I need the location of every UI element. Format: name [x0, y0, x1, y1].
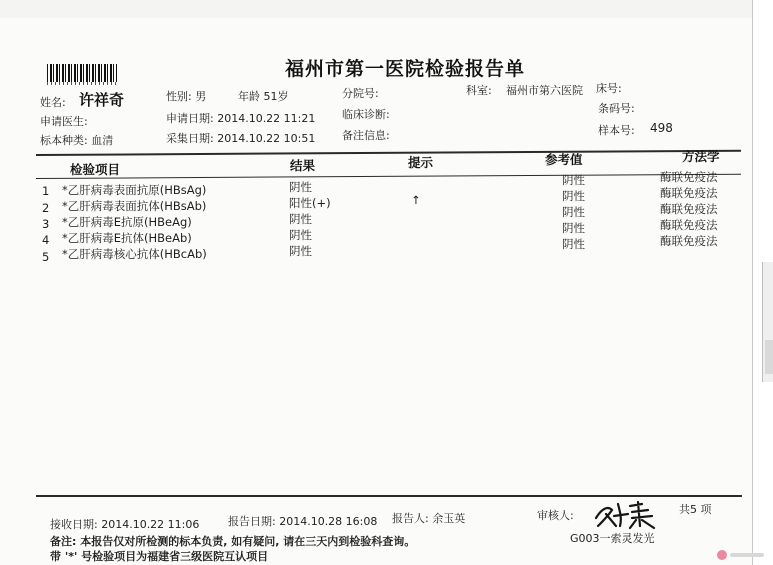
- bed-field: 床号:: [596, 82, 622, 95]
- row-method: 酶联免疫法: [660, 170, 718, 184]
- barcode-no-field: 条码号:: [598, 102, 635, 115]
- ward-field: 分院号:: [342, 87, 379, 100]
- instrument-code: G003一索灵发光: [570, 532, 655, 545]
- row-item: *乙肝病毒E抗原(HBeAg): [62, 215, 192, 229]
- report-date-field: 报告日期: 2014.10.28 16:08: [228, 515, 378, 528]
- remarks-field: 备注信息:: [342, 129, 390, 142]
- row-reference: 阴性: [562, 221, 585, 235]
- row-reference: 阴性: [562, 173, 585, 187]
- col-method-header: 方法学: [682, 149, 720, 164]
- note-line-1: 备注: 本报告仅对所检测的标本负责, 如有疑问, 请在三天内到检验科查询。: [50, 535, 416, 548]
- gender-field: 性别: 男: [166, 90, 207, 103]
- col-result-header: 结果: [290, 158, 316, 173]
- row-result: 阴性: [289, 228, 312, 242]
- row-reference: 阴性: [562, 205, 585, 219]
- col-item-header: 检验项目: [70, 162, 121, 177]
- row-method: 酶联免疫法: [660, 234, 718, 248]
- row-item: *乙肝病毒E抗体(HBeAb): [62, 231, 192, 245]
- collect-date-field: 采集日期: 2014.10.22 10:51: [166, 132, 316, 145]
- row-method: 酶联免疫法: [660, 218, 718, 232]
- row-reference: 阴性: [562, 189, 585, 203]
- report-title: 福州市第一医院检验报告单: [285, 58, 526, 80]
- row-number: 1: [42, 184, 50, 198]
- doctor-field: 申请医生:: [40, 115, 88, 128]
- request-date-field: 申请日期: 2014.10.22 11:21: [166, 112, 316, 125]
- reviewer-label: 审核人:: [537, 509, 574, 522]
- diagnosis-field: 临床诊断:: [342, 108, 390, 121]
- up-arrow-icon: ↑: [411, 193, 421, 207]
- specimen-field: 标本种类: 血清: [40, 134, 114, 147]
- row-reference: 阴性: [562, 237, 585, 251]
- row-number: 3: [42, 217, 50, 231]
- watermark-logo: [716, 549, 766, 561]
- note-line-2: 带 '*' 号检验项目为福建省三级医院互认项目: [50, 550, 269, 563]
- row-result: 阴性: [289, 212, 312, 226]
- receive-date-field: 接收日期: 2014.10.22 11:06: [50, 518, 200, 531]
- scan-side-strip-dark: [765, 340, 773, 374]
- row-number: 2: [42, 201, 50, 215]
- reviewer-signature-image: [592, 496, 662, 530]
- barcode-dots: [47, 82, 117, 85]
- row-method: 酶联免疫法: [660, 186, 718, 200]
- row-result: 阳性(+): [289, 196, 331, 210]
- barcode: [47, 64, 117, 82]
- row-method: 酶联免疫法: [660, 202, 718, 216]
- row-item: *乙肝病毒表面抗原(HBsAg): [62, 183, 207, 197]
- scan-top-edge: [0, 0, 752, 18]
- col-reference-header: 参考值: [545, 152, 583, 167]
- total-items: 共5 项: [679, 503, 712, 516]
- col-hint-header: 提示: [408, 155, 434, 170]
- age-field: 年龄 51岁: [238, 90, 289, 103]
- dept-label: 科室:: [466, 84, 492, 97]
- patient-name: 许祥奇: [79, 91, 125, 109]
- reporter-field: 报告人: 余玉英: [392, 512, 466, 525]
- row-number: 4: [42, 233, 50, 247]
- sample-no-value: 498: [650, 121, 673, 135]
- name-label: 姓名:: [40, 96, 66, 109]
- row-item: *乙肝病毒表面抗体(HBsAb): [62, 199, 207, 213]
- sample-no-label: 样本号:: [598, 124, 635, 137]
- row-number: 5: [42, 250, 50, 264]
- row-result: 阴性: [289, 180, 312, 194]
- row-result: 阴性: [289, 244, 312, 258]
- row-item: *乙肝病毒核心抗体(HBcAb): [62, 247, 207, 261]
- dept-value: 福州市第六医院: [506, 84, 583, 97]
